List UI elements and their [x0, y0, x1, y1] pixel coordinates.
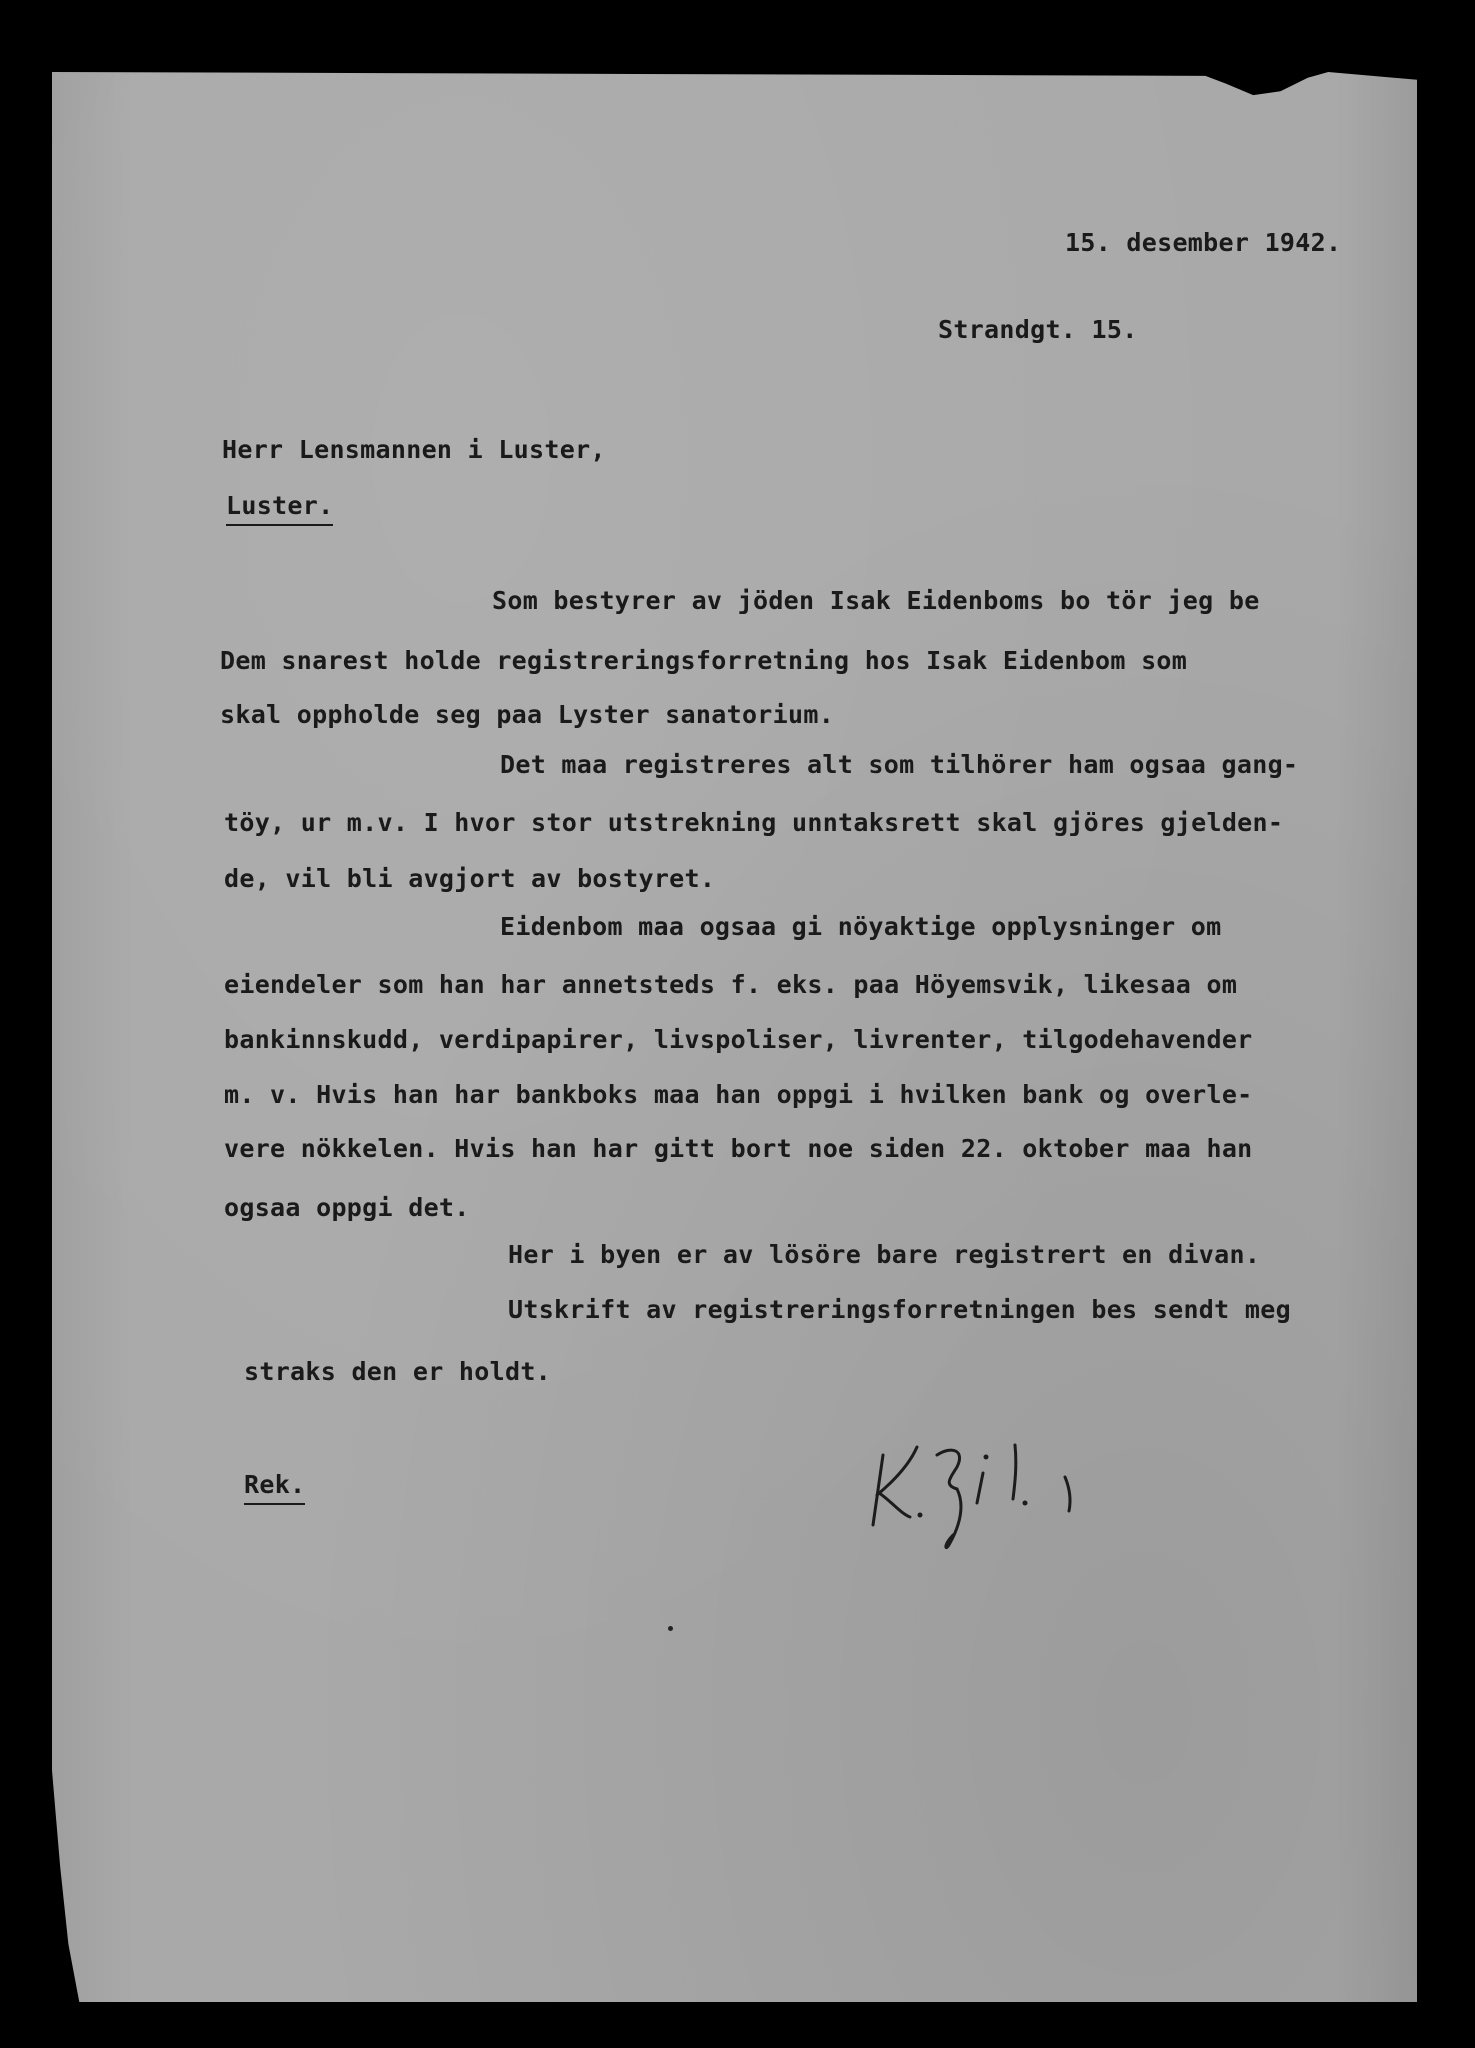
body-line: bankinnskudd, verdipapirer, livspoliser, livrenter, tilgodehavender — [224, 1025, 1253, 1054]
body-line: Som bestyrer av jöden Isak Eidenboms bo tör jeg be — [492, 586, 1260, 615]
body-line: vere nökkelen. Hvis han har gitt bort noe siden 22. oktober maa han — [224, 1134, 1253, 1163]
body-line: Utskrift av registreringsforretningen bes sendt meg — [508, 1295, 1291, 1324]
body-line: Dem snarest holde registreringsforretning hos Isak Eidenbom som — [220, 646, 1188, 675]
body-line: eiendeler som han har annetsteds f. eks. paa Höyemsvik, likesaa om — [224, 970, 1238, 999]
body-line: Her i byen er av lösöre bare registrert en divan. — [508, 1240, 1261, 1269]
body-line: ogsaa oppgi det. — [224, 1193, 470, 1222]
recipient-name: Herr Lensmannen i Luster, — [222, 435, 606, 464]
body-line: Eidenbom maa ogsaa gi nöyaktige opplysninger om — [500, 912, 1222, 941]
paper-speck — [668, 1626, 673, 1631]
recipient-place: Luster. — [226, 491, 333, 526]
handwritten-signature — [865, 1385, 1145, 1555]
body-line: m. v. Hvis han har bankboks maa han oppgi i hvilken bank og overle- — [224, 1080, 1253, 1109]
sender-address: Strandgt. 15. — [938, 315, 1138, 344]
body-line: töy, ur m.v. I hvor stor utstrekning unntaksrett skal gjöres gjelden- — [224, 808, 1284, 837]
body-line: de, vil bli avgjort av bostyret. — [224, 864, 716, 893]
body-line: skal oppholde seg paa Lyster sanatorium. — [220, 700, 835, 729]
letter-date: 15. desember 1942. — [1065, 228, 1342, 257]
body-line: straks den er holdt. — [244, 1357, 552, 1386]
enclosure-note: Rek. — [244, 1470, 305, 1505]
body-line: Det maa registreres alt som tilhörer ham ogsaa gang- — [500, 750, 1299, 779]
